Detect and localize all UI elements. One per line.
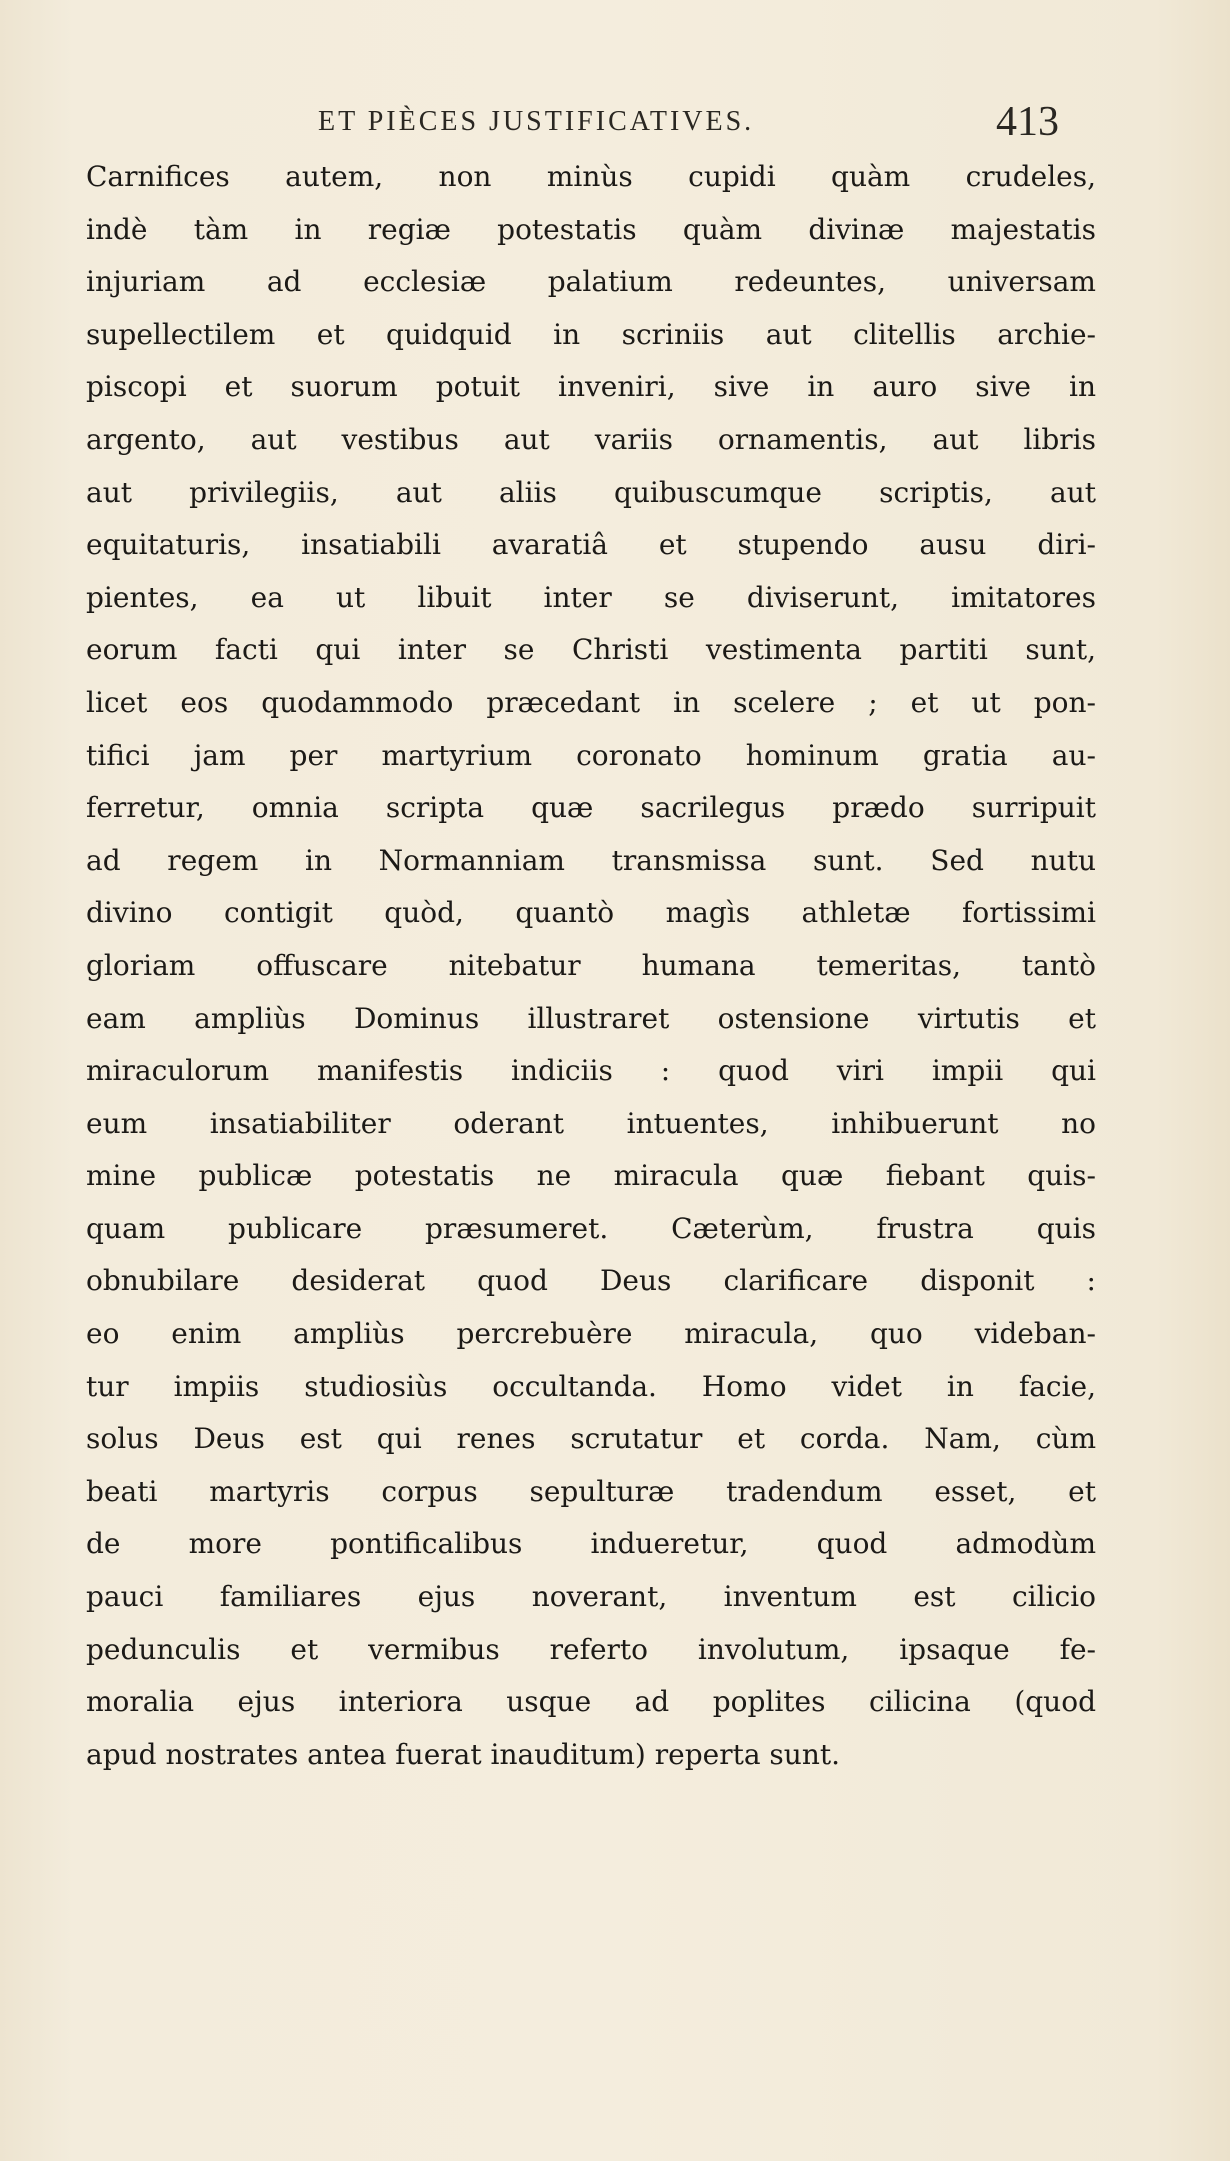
text-line: pientes, ea ut libuit inter se diviserunt, imitatores [86,580,1096,614]
text-line: licet eos quodammodo præcedant in scelere ; et ut pon- [86,685,1096,719]
text-line: indè tàm in regiæ potestatis quàm divinæ majestatis [86,212,1096,246]
text-line: beati martyris corpus sepulturæ tradendum esset, et [86,1474,1096,1508]
text-line: gloriam offuscare nitebatur humana temeritas, tantò [86,948,1096,982]
text-line: eo enim ampliùs percrebuère miracula, quo videban- [86,1317,1096,1351]
text-line: miraculorum manifestis indiciis : quod viri impii qui [86,1054,1096,1088]
text-line: solus Deus est qui renes scrutatur et corda. Nam, cùm [86,1422,1096,1456]
text-line: injuriam ad ecclesiæ palatium redeuntes, universam [86,265,1096,299]
text-line: mine publicæ potestatis ne miracula quæ fiebant quis- [86,1159,1096,1193]
text-line: quam publicare præsumeret. Cæterùm, frustra quis [86,1211,1096,1245]
text-line: tur impiis studiosiùs occultanda. Homo videt in facie, [86,1369,1096,1403]
text-line: eorum facti qui inter se Christi vestimenta partiti sunt, [86,633,1096,667]
text-line: pedunculis et vermibus referto involutum, ipsaque fe- [86,1632,1096,1666]
text-line: aut privilegiis, aut aliis quibuscumque scriptis, aut [86,475,1096,509]
text-line: eam ampliùs Dominus illustraret ostensione virtutis et [86,1001,1096,1035]
text-line: eum insatiabiliter oderant intuentes, inhibuerunt no [86,1106,1096,1140]
text-line: equitaturis, insatiabili avaratiâ et stupendo ausu diri- [86,528,1096,562]
text-line: Carnifices autem, non minùs cupidi quàm crudeles, [86,160,1096,193]
text-line: ferretur, omnia scripta quæ sacrilegus prædo surripuit [86,791,1096,825]
text-line-last: apud nostrates antea fuerat inauditum) reperta sunt. [86,1737,841,1771]
text-line: pauci familiares ejus noverant, inventum est cilicio [86,1580,1096,1614]
running-head: ET PIÈCES JUSTIFICATIVES. [318,106,755,137]
text-line: argento, aut vestibus aut variis ornamentis, aut libris [86,422,1096,456]
text-line: moralia ejus interiora usque ad poplites cilicina (quod [86,1685,1096,1719]
text-line: supellectilem et quidquid in scriniis aut clitellis archie- [86,317,1096,351]
text-line: tifici jam per martyrium coronato hominum gratia au- [86,738,1096,772]
text-line: obnubilare desiderat quod Deus clarificare disponit : [86,1264,1096,1298]
text-line: ad regem in Normanniam transmissa sunt. Sed nutu [86,843,1096,877]
text-line: divino contigit quòd, quantò magìs athletæ fortissimi [86,896,1096,930]
text-line: de more pontificalibus indueretur, quod admodùm [86,1527,1096,1561]
text-line: piscopi et suorum potuit inveniri, sive in auro sive in [86,370,1096,404]
body-text [86,151,1096,1781]
page-number: 413 [996,99,1059,145]
